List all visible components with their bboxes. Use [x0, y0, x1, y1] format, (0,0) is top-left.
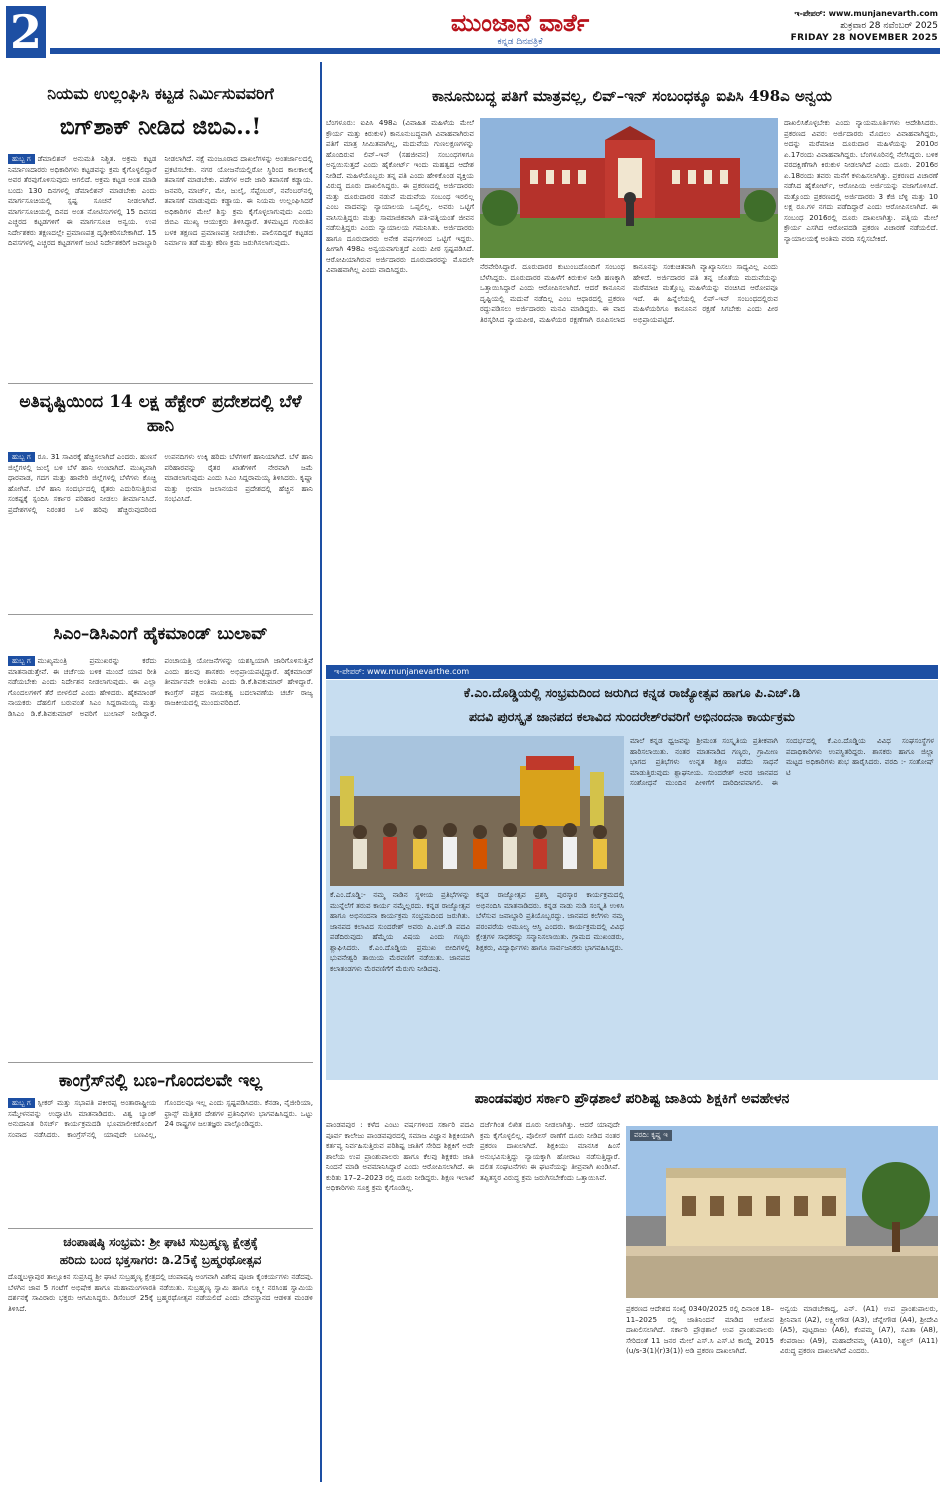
procession-illustration — [330, 736, 624, 886]
school-building-illustration — [626, 1126, 938, 1298]
divider — [8, 383, 313, 384]
article-6-body-left: ಬೆಂಗಳೂರು: ಐಪಿಸಿ 498ಎ (ವಿವಾಹಿತ ಮಹಿಳೆಯ ಮೇಲೆ ಕ್ರೌರ್ಯ ಮತ್ತು ಕಿರುಕುಳ) ಕಾನೂನುಬದ್ಧವಾಗಿ ವಿವಾಹವಾಗಿರುವ ಪತಿಗೆ ಮಾತ್ರ ಸೀಮಿತವಾಗಿಲ್ಲ, ಮದುವೆಯ ಗುಣಲಕ್ಷಣಗಳನ್ನು ಹೊಂದಿರುವ ಲಿವ್–ಇನ್ (ಸಹಜೀವನ) ಸಂಬಂಧಗಳಿಗೂ ಅನ್ವಯಿಸುತ್ತದೆ ಎಂದು ಹೈಕೋರ್ಟ್ ಇಂದು ಮಹತ್ವದ ಆದೇಶ ನೀಡಿದೆ. ಮಹಿಳೆಯೊಬ್ಬರು ತನ್ನ ಪತಿ ಎಂದು ಹೇಳಿಕೊಂಡ ವ್ಯಕ್ತಿಯ ವಿರುದ್ಧ ದೂರು ದಾಖಲಿಸಿದ್ದರು. ಈ ಪ್ರಕರಣದಲ್ಲಿ ಅರ್ಜಿದಾರರು ಮತ್ತು ದೂರುದಾರರ ನಡುವೆ ಮದುವೆಯ ಸಂಬಂಧ ಇರಲಿಲ್ಲ ಎಂಬ ವಾದವನ್ನು ನ್ಯಾಯಾಲಯ ಒಪ್ಪಲಿಲ್ಲ. ಅವರು ಒಟ್ಟಿಗೆ ವಾಸಿಸುತ್ತಿದ್ದರು ಮತ್ತು ಸಾಮಾಜಿಕವಾಗಿ ಪತಿ-ಪತ್ನಿಯಂತೆ ಜೀವನ ನಡೆಸುತ್ತಿದ್ದರು ಎಂದು ನ್ಯಾಯಾಲಯ ಗಮನಿಸಿತು. ಅರ್ಜಿದಾರರು ಹಾಗೂ ದೂರುದಾರರು ಅನೇಕ ವರ್ಷಗಳಿಂದ ಒಟ್ಟಿಗೆ ಇದ್ದರು. ಹೀಗಾಗಿ 498ಎ ಅನ್ವಯವಾಗುತ್ತದೆ ಎಂದು ಪೀಠ ಸ್ಪಷ್ಟಪಡಿಸಿದೆ. ಆರೋಪಿಯಾಗಿರುವ ಅರ್ಜಿದಾರರು ದೂರುದಾರರನ್ನು ಮೊದಲೇ ವಿವಾಹವಾಗಿಲ್ಲ ಎಂದು ವಾದಿಸಿದ್ದರು. — [326, 118, 474, 274]
article-8-body-right1: ಪ್ರಕರಣದ ಆದೇಶದ ಸಂಖ್ಯೆ 0340/2025 ರಲ್ಲಿ ದಿನಾಂಕ 18–11–2025 ರಲ್ಲಿ ಜಾತಿನಿಂದನೆ ಮಾಡಿದ ಆರೋಪ ದಾಖಲಿಸಲಾಗಿದೆ. ಸರ್ಕಾರಿ ಪ್ರೌಢಶಾಲೆ ಉಪ ಪ್ರಾಂಶುಪಾಲರು ಸೇರಿದಂತೆ 11 ಜನರ ಮೇಲೆ ಎಸ್.ಸಿ ಎಸ್.ಟಿ ಕಾಯ್ದೆ 2015 (u/s-3(1)(r)3(1)) ಅಡಿ ಪ್ರಕರಣ ದಾಖಲಾಗಿದೆ. — [626, 1304, 774, 1355]
rajyotsava-photo — [330, 736, 624, 886]
article-2-body — [8, 452, 313, 610]
article-3-text: ಮುಖ್ಯಮಂತ್ರಿ ಪ್ರಮುಖರನ್ನು ಕರೆದು ಮಾತನಾಡುತ್ತೇವೆ. ಈ ಚರ್ಚೆಯ ಬಳಿಕ ಮುಂದೆ ಯಾವ ರೀತಿ ನಡೆಯಬೇಕು ಎಂದು ನಿರ್ದೇಶನ ನೀಡಲಾಗುವುದು. ಈ ಎಲ್ಲಾ ಗೊಂದಲಗಳಿಗೆ ತೆರೆ ಬೀಳಲಿದೆ ಎಂದು ಹೇಳಿದರು. ಹೈಕಮಾಂಡ್ ನಾಯಕರು ದೆಹಲಿಗೆ ಬರುವಂತೆ ಸಿಎಂ ಸಿದ್ದರಾಮಯ್ಯ ಮತ್ತು ಡಿಸಿಎಂ ಡಿ.ಕೆ.ಶಿವಕುಮಾರ್ ಅವರಿಗೆ ಬುಲಾವ್ ನೀಡಿದ್ದಾರೆ. ಪಂಚಾಯತ್ರಿ ಯೋಜನೆಗಳನ್ನು ಯಶಸ್ವಿಯಾಗಿ ಜಾರಿಗೊಳಿಸುತ್ತಿವೆ ಎಂದು ಹಲವು ಶಾಸಕರು ಅಭಿಪ್ರಾಯಪಟ್ಟಿದ್ದಾರೆ. ಹೈಕಮಾಂಡ್ ತೀರ್ಮಾನವೇ ಅಂತಿಮ ಎಂದು ಡಿ.ಕೆ.ಶಿವಕುಮಾರ್ ಹೇಳಿದ್ದಾರೆ. ಕಾಂಗ್ರೆಸ್ ಪಕ್ಷದ ನಾಯಕತ್ವ ಬದಲಾವಣೆಯ ಚರ್ಚೆ ರಾಜ್ಯ ರಾಜಕೀಯದಲ್ಲಿ ಮುಂದುವರಿದಿದೆ. — [8, 656, 313, 718]
article-4-text: ಸ್ಪೀಕರ್ ಮತ್ತು ಸಭಾಪತಿ ಪಕೀರಪ್ಪ ಅಂತಾರಾಷ್ಟ್ರೀಯ ಸಮ್ಮೇಳನವನ್ನು ಉದ್ಘಾಟಿಸಿ ಮಾತನಾಡಿದರು. ವಿಶ್ವ ಬ್ಯಾಂಕ್ ಅನುದಾನಿತ ರಿಸರ್ಚ್ ಕಾರ್ಯಕ್ರಮದಡಿ ಭೂಮಾಲೀಕರೊಂದಿಗೆ ಸಂವಾದ ನಡೆಸಿದರು. ಕಾಂಗ್ರೆಸ್‌ನಲ್ಲಿ ಯಾವುದೇ ಬಣವಿಲ್ಲ, ಗೊಂದಲವೂ ಇಲ್ಲ ಎಂದು ಸ್ಪಷ್ಟಪಡಿಸಿದರು. ಕೆನಡಾ, ನೈಜೀರಿಯಾ, ಫ್ರಾನ್ಸ್ ಮತ್ತಿತರ ದೇಶಗಳ ಪ್ರತಿನಿಧಿಗಳು ಭಾಗವಹಿಸಿದ್ದರು. ಒಟ್ಟು 24 ರಾಷ್ಟ್ರಗಳ ಜಲತಜ್ಞರು ಪಾಲ್ಗೊಂಡಿದ್ದರು. — [8, 1098, 313, 1139]
epaper-strip[interactable]: ಇ-ಪೇಪರ್: www.munjanevarthe.com — [326, 665, 938, 679]
high-court-photo — [480, 118, 778, 258]
article-7-headline-line2[interactable]: ಪದವಿ ಪುರಸ್ಕೃತ ಜಾನಪದ ಕಲಾವಿದ ಸುಂದರೇಶ್‌ರವರಿಗೆ ಅಭಿನಂದನಾ ಕಾರ್ಯಕ್ರಮ — [469, 709, 795, 724]
article-2-text: ರೂ. 31 ಸಾವಿರಕ್ಕೆ ಹೆಚ್ಚಿಸಲಾಗಿದೆ ಎಂದರು. ಹುಣಸೆ ಜಿಲ್ಲೆಗಳಲ್ಲಿ ಜುಲೈ ಬಳಿ ಬೆಳೆ ಹಾನಿ ಉಂಟಾಗಿದೆ. ಮುಖ್ಯವಾಗಿ ಧಾರವಾಡ, ಗದಗ ಮತ್ತು ಹಾವೇರಿ ಜಿಲ್ಲೆಗಳಲ್ಲಿ ಬೆಳೆಗಳು ಕೊಚ್ಚಿ ಹೋಗಿವೆ. ಬೆಳೆ ಹಾನಿ ಸಂದರ್ಭದಲ್ಲಿ ರೈತರು ಎದುರಿಸುತ್ತಿರುವ ಸಂಕಷ್ಟಕ್ಕೆ ಸ್ಪಂದಿಸಿ ಸರ್ಕಾರ ಪರಿಹಾರ ನೀಡಲು ತೀರ್ಮಾನಿಸಿದೆ. ಪ್ರದೇಶಗಳಲ್ಲಿ ನಿರಂತರ ಒಳ ಹರಿವು ಹೆಚ್ಚಿರುವುದರಿಂದ ಉಪನದಿಗಳು ಉಕ್ಕಿ ಹರಿದು ಬೆಳೆಗಳಿಗೆ ಹಾನಿಯಾಗಿದೆ. ಬೆಳೆ ಹಾನಿ ಪರಿಹಾರವನ್ನು ರೈತರ ಖಾತೆಗಳಿಗೆ ನೇರವಾಗಿ ಜಮೆ ಮಾಡಲಾಗುವುದು ಎಂದು ಸಿಎಂ ಸಿದ್ದರಾಮಯ್ಯ ತಿಳಿಸಿದರು. ಕೃಷ್ಣಾ ಮತ್ತು ಭೀಮಾ ಜಲಾನಯನ ಪ್ರದೇಶದಲ್ಲಿ ಹೆಚ್ಚಿನ ಹಾನಿ ಸಂಭವಿಸಿದೆ. — [8, 452, 313, 514]
article-6-body-right: ದಾಖಲಿಸಿಕೊಳ್ಳಬೇಕು ಎಂದು ನ್ಯಾಯಮೂರ್ತಿಗಳು ಆದೇಶಿಸಿದರು. ಪ್ರಕರಣದ ವಿವರ: ಅರ್ಜಿದಾರರು ಮೊದಲು ವಿವಾಹವಾಗಿದ್ದರು, ಅದನ್ನು ಮರೆಮಾಚಿ ದೂರುದಾರ ಮಹಿಳೆಯನ್ನು 2010ರ ಏ.17ರಂದು ವಿವಾಹವಾಗಿದ್ದರು. ಬೆಂಗಳೂರಿನಲ್ಲಿ ನೆಲೆಸಿದ್ದರು. ಬಳಿಕ ವರದಕ್ಷಿಣೆಗಾಗಿ ಕಿರುಕುಳ ನೀಡಲಾಗಿದೆ ಎಂದು ದೂರು. 2016ರ ಏ.18ರಂದು ತವರು ಮನೆಗೆ ಕಳುಹಿಸಲಾಗಿತ್ತು. ಪ್ರಕರಣದ ವಿಚಾರಣೆ ನಡೆಸಿದ ಹೈಕೋರ್ಟ್, ಆರೋಪಿಯ ಅರ್ಜಿಯನ್ನು ವಜಾಗೊಳಿಸಿದೆ. ಮತ್ತೊಂದು ಪ್ರಕರಣದಲ್ಲಿ ಅರ್ಜಿದಾರರು 3 ಕೆಜಿ ಬೆಳ್ಳಿ ಮತ್ತು 10 ಲಕ್ಷ ರೂ.ಗಳ ನಗದು ಪಡೆದಿದ್ದಾರೆ ಎಂದು ಆರೋಪಿಸಲಾಗಿದೆ. ಈ ಸಂಬಂಧ 2016ರಲ್ಲಿ ದೂರು ದಾಖಲಾಗಿತ್ತು. ಪತ್ನಿಯ ಮೇಲೆ ಕ್ರೌರ್ಯ ಎಸಗಿದ ಆರೋಪದಡಿ ಪ್ರಕರಣ ವಿಚಾರಣೆ ನಡೆಯಲಿದೆ. ನ್ಯಾಯಾಲಯಕ್ಕೆ ಅಂತಿಮ ವರದಿ ಸಲ್ಲಿಸಬೇಕಿದೆ. — [784, 118, 938, 243]
divider — [8, 1062, 313, 1063]
epaper-url[interactable]: ಇ-ಪೇಪರ್: www.munjanevarth.com — [794, 9, 938, 18]
article-3-body — [8, 656, 313, 1056]
article-7-headline-line1[interactable]: ಕೆ.ಎಂ.ದೊಡ್ಡಿಯಲ್ಲಿ ಸಂಭ್ರಮದಿಂದ ಜರುಗಿದ ಕನ್ನಡ ರಾಜ್ಯೋತ್ಸವ ಹಾಗೂ ಪಿ.ಎಚ್.ಡಿ — [463, 685, 801, 700]
article-6-body-mid: ನೆರವೇರಿಸಿದ್ದಾರೆ. ದೂರುದಾರರ ಕುಟುಂಬದೊಂದಿಗೆ ಸಂಬಂಧ ಬೆಳೆಸಿದ್ದರು. ದೂರುದಾರರ ಮಹಿಳೆಗೆ ಕಿರುಕುಳ ನೀಡಿ ಹಣಕ್ಕಾಗಿ ಒತ್ತಾಯಿಸಿದ್ದಾರೆ ಎಂದು ಆರೋಪಿಸಲಾಗಿದೆ. ಆದರೆ ಕಾನೂನಿನ ದೃಷ್ಟಿಯಲ್ಲಿ ಮದುವೆ ನಡೆದಿಲ್ಲ ಎಂಬ ಆಧಾರದಲ್ಲಿ ಪ್ರಕರಣ ರದ್ದುಪಡಿಸಲು ಅರ್ಜಿದಾರರು ಮನವಿ ಮಾಡಿದ್ದರು. ಈ ವಾದ ತಿರಸ್ಕರಿಸಿದ ನ್ಯಾಯಪೀಠ, ಮಹಿಳೆಯರ ರಕ್ಷಣೆಗಾಗಿ ರೂಪಿಸಲಾದ ಕಾನೂನನ್ನು ಸಂಕುಚಿತವಾಗಿ ವ್ಯಾಖ್ಯಾನಿಸಲು ಸಾಧ್ಯವಿಲ್ಲ ಎಂದು ಹೇಳಿದೆ. ಅರ್ಜಿದಾರರ ಪತಿ ತನ್ನ ಜೊತೆಯ ಮದುವೆಯನ್ನು ಮರೆಮಾಚಿ ಮತ್ತೊಬ್ಬ ಮಹಿಳೆಯನ್ನು ವಂಚಿಸಿದ ಆರೋಪವೂ ಇದೆ. ಈ ಹಿನ್ನೆಲೆಯಲ್ಲಿ ಲಿವ್–ಇನ್ ಸಂಬಂಧದಲ್ಲಿರುವ ಮಹಿಳೆಯರಿಗೂ ಕಾನೂನಿನ ರಕ್ಷಣೆ ಸಿಗಬೇಕು ಎಂದು ಪೀಠ ಅಭಿಪ್ರಾಯಪಟ್ಟಿದೆ. — [480, 262, 778, 324]
article-4-headline[interactable]: ಕಾಂಗ್ರೆಸ್‌ನಲ್ಲಿ ಬಣ–ಗೊಂದಲವೇ ಇಲ್ಲ — [58, 1071, 263, 1091]
article-1-text: ಡೆಮಾಲಿಶನ್ ಅನುಮತಿ ನಿಶ್ಚಿತ. ಅಕ್ರಮ ಕಟ್ಟಡ ನಿರ್ಮಾಣದಾರರು ಅಧಿಕಾರಿಗಳು ಕಟ್ಟಡವನ್ನು ಕ್ರಮ ಕೈಗೊಳ್ಳಲಿದ್ದಾರೆ ಅವರ ತೆರವುಗೊಳಿಸುವುದು ಆಗಲಿದೆ. ಅಕ್ರಮ ಕಟ್ಟಡ ಅಂತ ಮಾಡಿ ಬಂದು 130 ದಿನಗಳಲ್ಲಿ ಡೆಮಾಲಿಶನ್ ಮಾಡಬೇಕು ಎಂದು ಮಾರ್ಗಸೂಚಿಯಲ್ಲಿ ಸ್ಪಷ್ಟ ಸೂಚನೆ ನೀಡಲಾಗಿದೆ. ಮಾರ್ಗಸೂಚಿಯಲ್ಲಿ ದಿನದ ಅಂತ ನೋಟಿಸುಗಳಲ್ಲಿ 15 ದಿವಸದ ಎಚ್ಚರದ ಕಟ್ಟಡಗಳಿಗೆ ಈ ಮಾರ್ಗಸೂಚಿ ಅನ್ವಯ. ಉಪ ನಿರ್ದೇಶಕರು ತಕ್ಷಣದಲ್ಲೇ ಪ್ರಮಾಣಪತ್ರ ದೃಢೀಕರಿಸಬೇಕಾಗಿದೆ. 15 ದಿವಸಗಳಲ್ಲಿ ಎಚ್ಚರದ ಕಟ್ಟಡಗಳಿಗೆ ಜಂಟಿ ನಿರ್ದೇಶಕರಿಗೆ ಜವಾಬ್ದಾರಿ ನೀಡಲಾಗಿದೆ. ನಕ್ಷೆ ಮಂಜೂರಾದ ದಾಖಲೆಗಳನ್ನು ಅಂತರ್ಜಾಲದಲ್ಲಿ ಪ್ರಕಟಿಸಬೇಕು. ನಗರ ಯೋಜನೆಯಲ್ಲಿರೋ ಸ್ಥಿರಿಂದ ಕಾಲಕಾಲಕ್ಕೆ ತಪಾಸಣೆ ಮಾಡಬೇಕು. ಪಡೆಗಳ ಅದೇ ಜಾರಿ ತಪಾಸಣೆ ಕಡ್ಡಾಯ. ಜನವರಿ, ಮಾರ್ಚ್, ಮೇ, ಜುಲೈ, ಸೆಪ್ಟೆಂಬರ್, ನವೆಂಬರ್‌ನಲ್ಲಿ ತಪಾಸಣೆ ಮಾಡುವುದು ಕಡ್ಡಾಯ. ಈ ನಿಯಮ ಉಲ್ಲಂಘಿಸಿದರೆ ಅಧಿಕಾರಿಗಳ ಮೇಲೆ ಶಿಸ್ತು ಕ್ರಮ ಕೈಗೊಳ್ಳಲಾಗುವುದು ಎಂದು ಜಿಬಿಎ ಮುಖ್ಯ ಆಯುಕ್ತರು ತಿಳಿಸಿದ್ದಾರೆ. ತಳಮಟ್ಟದ ಗುರುತಿನ ಬಳಕ ತಕ್ಷಣದ ಪ್ರಮಾಣಪತ್ರ ನೀಡಬೇಕು. ಪಾಲಿಸದಿದ್ದರೆ ಕಟ್ಟಡದ ನಿರ್ಮಾಣ ತಡೆ ಮತ್ತು ಕಠಿಣ ಕ್ರಮ ಜರುಗಿಸಲಾಗುವುದು. — [8, 154, 313, 247]
date-english: FRIDAY 28 NOVEMBER 2025 — [790, 33, 938, 43]
dateline — [700, 8, 938, 50]
article-7-body-left: ಕೆ.ಎಂ.ದೊಡ್ಡಿ:- ನಮ್ಮ ನಾಡಿನ ಸ್ಥಳೀಯ ಪ್ರತಿಭೆಗಳನ್ನು ಮುನ್ನೆಲೆಗೆ ತರುವ ಕಾರ್ಯ ನಮ್ಮೆಲ್ಲರದು. ಕನ್ನಡ ರಾಜ್ಯೋತ್ಸವ ಹಾಗೂ ಅಭಿನಂದನಾ ಕಾರ್ಯಕ್ರಮ ಸಂಭ್ರಮದಿಂದ ಜರುಗಿತು. ಜಾನಪದ ಕಲಾವಿದ ಸುಂದರೇಶ್ ಅವರು ಪಿ.ಎಚ್.ಡಿ ಪದವಿ ಪಡೆದಿರುವುದು ಹೆಮ್ಮೆಯ ವಿಷಯ ಎಂದು ಗಣ್ಯರು ಶ್ಲಾಘಿಸಿದರು. ಕೆ.ಎಂ.ದೊಡ್ಡಿಯ ಪ್ರಮುಖ ಬೀದಿಗಳಲ್ಲಿ ಭುವನೇಶ್ವರಿ ತಾಯಿಯ ಮೆರವಣಿಗೆ ನಡೆಯಿತು. ಜಾನಪದ ಕಲಾತಂಡಗಳು ಮೆರವಣಿಗೆಗೆ ಮೆರುಗು ನೀಡಿದವು. — [330, 890, 470, 973]
article-7-body-mid: ಕನ್ನಡ ರಾಜ್ಯೋತ್ಸವ ಪ್ರಶಸ್ತಿ ಪುರಸ್ಕಾರ ಕಾರ್ಯಕ್ರಮದಲ್ಲಿ ಅಭಿನಂದಿಸಿ ಮಾತನಾಡಿದರು. ಕನ್ನಡ ನಾಡು ನುಡಿ ಸಂಸ್ಕೃತಿ ಉಳಿಸಿ ಬೆಳೆಸುವ ಜವಾಬ್ದಾರಿ ಪ್ರತಿಯೊಬ್ಬರದ್ದು. ಜಾನಪದ ಕಲೆಗಳು ನಮ್ಮ ಪರಂಪರೆಯ ಅಮೂಲ್ಯ ಆಸ್ತಿ ಎಂದರು. ಕಾರ್ಯಕ್ರಮದಲ್ಲಿ ವಿವಿಧ ಕ್ಷೇತ್ರಗಳ ಸಾಧಕರನ್ನು ಸನ್ಮಾನಿಸಲಾಯಿತು. ಗ್ರಾಮದ ಮುಖಂಡರು, ಶಿಕ್ಷಕರು, ವಿದ್ಯಾರ್ಥಿಗಳು ಹಾಗೂ ಸಾರ್ವಜನಿಕರು ಭಾಗವಹಿಸಿದ್ದರು. — [476, 890, 624, 952]
article-4-location-tag: ಹುಬ್ಬ ಗ — [8, 1098, 35, 1108]
article-1-headline-line2[interactable]: ಬಿಗ್‌ಶಾಕ್ ನೀಡಿದ ಜಿಬಿಎ..! — [59, 114, 262, 140]
article-1-location-tag: ಹುಬ್ಬ ಗ — [8, 154, 35, 164]
article-5-headline-line1[interactable]: ಚಂಪಾಷಷ್ಠಿ ಸಂಭ್ರಮ: ಶ್ರೀ ಘಾಟಿ ಸುಬ್ರಹ್ಮಣ್ಯ ಕ್ಷೇತ್ರಕ್ಕೆ — [63, 1235, 258, 1249]
article-1-headline-line1[interactable]: ನಿಯಮ ಉಲ್ಲಂಘಿಸಿ ಕಟ್ಟಡ ನಿರ್ಮಿಸುವವರಿಗೆ — [47, 84, 274, 103]
photo-credit: ವರದಿ: ಕೃಷ್ಣ ಇ — [630, 1130, 672, 1141]
article-5-body: ದೊಡ್ಡಬಳ್ಳಾಪುರ ತಾಲ್ಲೂಕಿನ ಸುಪ್ರಸಿದ್ಧ ಶ್ರೀ ಘಾಟಿ ಸುಬ್ರಹ್ಮಣ್ಯ ಕ್ಷೇತ್ರದಲ್ಲಿ ಚಂಪಾಷಷ್ಠಿ ಅಂಗವಾಗಿ ವಿಶೇಷ ಪೂಜಾ ಕೈಂಕರ್ಯಗಳು ನಡೆದವು. ಬೆಳಗಿನ ಜಾವ 5 ಗಂಟೆಗೆ ಅಭಿಷೇಕ ಹಾಗೂ ಮಹಾಮಂಗಳಾರತಿ ನಡೆಯಿತು. ಸುಬ್ರಹ್ಮಣ್ಯ ಸ್ವಾಮಿ ಹಾಗೂ ಲಕ್ಷ್ಮೀ ನರಸಿಂಹ ಸ್ವಾಮಿಯ ದರ್ಶನಕ್ಕೆ ಸಾವಿರಾರು ಭಕ್ತರು ಆಗಮಿಸಿದ್ದರು. ಡಿಸೆಂಬರ್ 25ಕ್ಕೆ ಬ್ರಹ್ಮರಥೋತ್ಸವ ನಡೆಯಲಿದೆ ಎಂದು ದೇವಸ್ಥಾನದ ಆಡಳಿತ ಮಂಡಳಿ ತಿಳಿಸಿದೆ. — [8, 1272, 313, 1313]
divider — [8, 1228, 313, 1229]
article-8-body-right2: ಅನ್ವಯ ಮಾಡಬೇಕಾದ್ದ, ಎನ್. (A1) ಉಪ ಪ್ರಾಂಶುಪಾಲರು, ಶ್ರೀನಿವಾಸ (A2), ಲಕ್ಷ್ಮೀಗೌಡ (A3), ಚೆನ್ನೇಗೌಡ (A4), ಶ್ರೀದೇವಿ (A5), ಪುಟ್ಟರಾಜು (A6), ಕೆಂಪಮ್ಮ (A7), ಸವಿತಾ (A8), ಕೆಂಪರಾಜು (A9), ಮಹಾದೇವಮ್ಮ (A10), ನಿಶ್ಚಲ್ (A11) ವಿರುದ್ಧ ಪ್ರಕರಣ ದಾಖಲಾಗಿದೆ ಎಂದರು. — [780, 1304, 938, 1355]
masthead-subtitle: ಕನ್ನಡ ದಿನಪತ್ರಿಕೆ — [497, 37, 543, 47]
article-2-headline[interactable]: ಅತಿವೃಷ್ಟಿಯಿಂದ 14 ಲಕ್ಷ ಹೆಕ್ಟೇರ್ ಪ್ರದೇಶದಲ್ಲಿ ಬೆಳೆ ಹಾನಿ — [19, 392, 302, 436]
article-4-body — [8, 1098, 313, 1222]
column-divider — [320, 62, 322, 1482]
header-rule — [50, 48, 940, 54]
date-kannada: ಶುಕ್ರವಾರ 28 ನವೆಂಬರ್ 2025 — [840, 21, 938, 31]
high-court-illustration — [480, 118, 778, 258]
article-3-location-tag: ಹುಬ್ಬ ಗ — [8, 656, 35, 666]
masthead-title: ಮುಂಜಾನೆ ವಾರ್ತೆ — [450, 8, 590, 37]
article-2-location-tag: ಹುಬ್ಬ ಗ — [8, 452, 35, 462]
masthead — [400, 10, 640, 50]
article-8-headline[interactable]: ಪಾಂಡವಪುರ ಸರ್ಕಾರಿ ಪ್ರೌಢಶಾಲೆ ಪರಿಶಿಷ್ಟ ಜಾತಿಯ ಶಿಕ್ಷಕಿಗೆ ಅವಹೇಳನ — [474, 1091, 790, 1107]
article-8-body-mid: ದರ್ಜೆಗಿಂತ ಲಿಖಿತ ದೂರು ನೀಡಲಾಗಿತ್ತು. ಆದರೆ ಯಾವುದೇ ಕ್ರಮ ಕೈಗೊಳ್ಳಲಿಲ್ಲ. ಪೊಲೀಸ್ ಠಾಣೆಗೆ ದೂರು ನೀಡಿದ ನಂತರ ಪ್ರಕರಣ ದಾಖಲಾಗಿದೆ. ಶಿಕ್ಷಕಿಯು ಮಾನಸಿಕ ಹಿಂಸೆ ಅನುಭವಿಸುತ್ತಿದ್ದು ನ್ಯಾಯಕ್ಕಾಗಿ ಹೋರಾಟ ನಡೆಸುತ್ತಿದ್ದಾರೆ. ದಲಿತ ಸಂಘಟನೆಗಳು ಈ ಘಟನೆಯನ್ನು ತೀವ್ರವಾಗಿ ಖಂಡಿಸಿವೆ. ತಪ್ಪಿತಸ್ಥರ ವಿರುದ್ಧ ಕ್ರಮ ಜರುಗಿಸಬೇಕೆಂದು ಒತ್ತಾಯಿಸಿವೆ. — [480, 1120, 620, 1182]
article-7-body-right: ಮಾಲೆ ಕನ್ನಡ ಧ್ವಜವನ್ನು ಶ್ರೀಮಂತ ಸಂಸ್ಕೃತಿಯ ಪ್ರತೀಕವಾಗಿ ಹಾರಿಸಲಾಯಿತು. ನಂತರ ಮಾತನಾಡಿದ ಗಣ್ಯರು, ಗ್ರಾಮೀಣ ಭಾಗದ ಪ್ರತಿಭೆಗಳು ಉನ್ನತ ಶಿಕ್ಷಣ ಪಡೆದು ಸಾಧನೆ ಮಾಡುತ್ತಿರುವುದು ಶ್ಲಾಘನೀಯ. ಸುಂದರೇಶ್ ಅವರ ಜಾನಪದ ಸಂಶೋಧನೆ ಮುಂದಿನ ಪೀಳಿಗೆಗೆ ದಾರಿದೀಪವಾಗಲಿ. ಈ ಸಂದರ್ಭದಲ್ಲಿ ಕೆ.ಎಂ.ದೊಡ್ಡಿಯ ವಿವಿಧ ಸಂಘಸಂಸ್ಥೆಗಳ ಪದಾಧಿಕಾರಿಗಳು ಉಪಸ್ಥಿತರಿದ್ದರು. ಶಾಸಕರು ಹಾಗೂ ಜಿಲ್ಲಾ ಮಟ್ಟದ ಅಧಿಕಾರಿಗಳು ಶುಭ ಹಾರೈಸಿದರು. ವರದಿ :- ಸಂತೋಷ್ ಟಿ — [630, 736, 934, 787]
divider — [8, 614, 313, 615]
article-3-headline[interactable]: ಸಿಎಂ–ಡಿಸಿಎಂಗೆ ಹೈಕಮಾಂಡ್ ಬುಲಾವ್ — [53, 624, 268, 644]
article-6-headline[interactable]: ಕಾನೂನುಬದ್ಧ ಪತಿಗೆ ಮಾತ್ರವಲ್ಲ, ಲಿವ್–ಇನ್ ಸಂಬಂಧಕ್ಕೂ ಐಪಿಸಿ 498ಎ ಅನ್ವಯ — [431, 87, 832, 105]
article-5-headline-line2[interactable]: ಹರಿದು ಬಂದ ಭಕ್ತಸಾಗರ: ಡಿ.25ಕ್ಕೆ ಬ್ರಹ್ಮರಥೋತ್ಸವ — [59, 1253, 262, 1267]
page-number: 2 — [6, 6, 46, 58]
article-1-body — [8, 154, 313, 378]
article-8-body-left: ಪಾಂಡವಪುರ : ಕಳೆದ ಎಂಟು ವರ್ಷಗಳಿಂದ ಸರ್ಕಾರಿ ಪದವಿ ಪೂರ್ವ ಕಾಲೇಜು ಪಾಂಡವಪುರದಲ್ಲಿ ಸಮಾಜ ವಿಜ್ಞಾನ ಶಿಕ್ಷಕಿಯಾಗಿ ಕರ್ತವ್ಯ ನಿರ್ವಹಿಸುತ್ತಿರುವ ಪರಿಶಿಷ್ಟ ಜಾತಿಗೆ ಸೇರಿದ ಶಿಕ್ಷಕಿಗೆ ಅದೇ ಶಾಲೆಯ ಉಪ ಪ್ರಾಂಶುಪಾಲರು ಹಾಗೂ ಕೆಲವು ಶಿಕ್ಷಕರು ಜಾತಿ ನಿಂದನೆ ಮಾಡಿ ಅವಮಾನಿಸಿದ್ದಾರೆ ಎಂದು ಆರೋಪಿಸಲಾಗಿದೆ. ಈ ಕುರಿತು 17–2–2023 ರಲ್ಲಿ ದೂರು ನೀಡಿದ್ದರು. ಶಿಕ್ಷಣ ಇಲಾಖೆ ಅಧಿಕಾರಿಗಳು ಸೂಕ್ತ ಕ್ರಮ ಕೈಗೊಂಡಿಲ್ಲ. — [326, 1120, 474, 1192]
school-photo — [626, 1126, 938, 1298]
